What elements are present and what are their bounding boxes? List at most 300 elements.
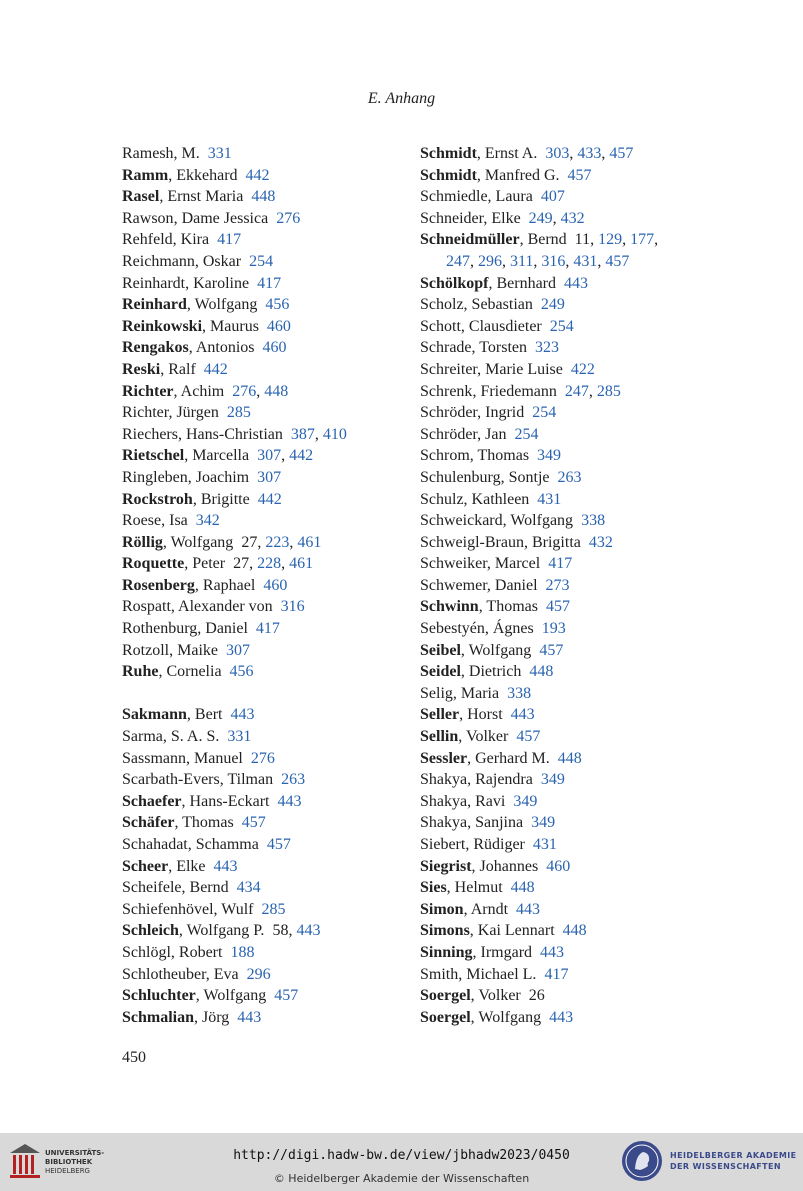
page-reference-link[interactable]: 460: [263, 576, 288, 594]
page-reference-link[interactable]: 387: [290, 425, 315, 443]
page-reference-link[interactable]: 316: [280, 598, 305, 616]
entry-page-list: [257, 469, 281, 486]
page-reference-link[interactable]: 307: [225, 641, 250, 659]
entry-surname: Smith: [420, 965, 459, 983]
entry-surname: Schmidt: [420, 166, 477, 184]
entry-page-list: [208, 145, 232, 162]
page-reference-link[interactable]: 460: [262, 339, 287, 357]
entry-given-name: Ingrid: [485, 404, 525, 422]
entry-surname: Schaefer: [122, 792, 182, 810]
entry-given-name: Manfred G.: [484, 166, 560, 184]
page-reference-link[interactable]: 273: [545, 576, 570, 594]
index-entry: Seidel, Dietrich 448: [420, 663, 554, 681]
index-entry: Rietschel, Marcella 307, 442: [122, 447, 314, 465]
page-reference-link[interactable]: 431: [573, 252, 598, 270]
entry-given-name: Daniel: [205, 620, 248, 638]
entry-given-name: Raphael: [202, 576, 256, 594]
index-entry: Scheer, Elke 443: [122, 857, 238, 875]
entry-given-name: Kathleen: [471, 490, 530, 508]
entry-page-list: [589, 534, 613, 551]
page-reference-link[interactable]: 417: [544, 965, 569, 983]
entry-surname: Rockstroh: [122, 490, 193, 508]
entry-given-name: Volker: [478, 987, 521, 1005]
entry-given-name: Clausdieter: [468, 317, 542, 335]
index-entry: Siegrist, Johannes 460: [420, 857, 571, 875]
page-reference-link[interactable]: 129: [598, 231, 623, 249]
entry-surname: Rehfeld: [122, 231, 173, 249]
index-entry: Schluchter, Wolfgang 457: [122, 987, 299, 1005]
entry-page-list: [237, 1009, 261, 1026]
page-reference-link[interactable]: 456: [229, 663, 254, 681]
entry-given-name: Sontje: [508, 468, 550, 486]
entry-surname: Schweickard: [420, 512, 503, 530]
entry-given-name: Maike: [177, 641, 218, 659]
page-reference-link[interactable]: 457: [567, 166, 592, 184]
page-reference-link[interactable]: 338: [507, 684, 532, 702]
entry-page-list: [237, 879, 261, 896]
entry-surname: Reinkowski: [122, 317, 203, 335]
entry-page-list: [564, 275, 588, 292]
entry-given-name: Bernhard: [496, 274, 556, 292]
page-reference-link[interactable]: 193: [541, 620, 566, 638]
page-reference-link[interactable]: 342: [195, 512, 220, 530]
index-entry: Reinhardt, Karoline 417: [122, 274, 282, 292]
permalink-url[interactable]: http://digi.hadw-bw.de/view/jbhadw2023/0450: [233, 1148, 570, 1163]
entry-surname: Rietschel: [122, 447, 185, 465]
index-entry: Schott, Clausdieter 254: [420, 317, 574, 335]
index-entry: Siebert, Rüdiger 431: [420, 836, 557, 853]
page-reference-link[interactable]: 442: [203, 360, 228, 378]
entry-given-name: Torsten: [479, 339, 528, 357]
entry-given-name: Gerhard M.: [475, 749, 550, 767]
entry-surname: Reinhardt: [122, 274, 186, 292]
entry-surname: Schlögl: [122, 943, 171, 961]
page-reference-link[interactable]: 461: [297, 533, 322, 551]
entry-given-name: Ágnes: [492, 620, 534, 638]
page-reference-link[interactable]: 443: [230, 706, 255, 724]
entry-surname: Röllig: [122, 533, 163, 551]
page-reference-link[interactable]: 228: [257, 555, 282, 573]
entry-page-list: [544, 966, 568, 983]
page-reference-link[interactable]: 457: [605, 252, 630, 270]
index-entry: Sebestyén, Ágnes 193: [420, 620, 566, 638]
page-reference-link[interactable]: 422: [570, 360, 595, 378]
entry-given-name: Oskar: [202, 252, 242, 270]
page-reference-link[interactable]: 407: [540, 188, 565, 206]
entry-page-list-continued: 247, 296, 311, 316, 431, 457: [446, 252, 630, 270]
entry-given-name: Irmgard: [480, 943, 533, 961]
entry-given-name: Marie Luise: [485, 360, 563, 378]
page-reference-link[interactable]: 349: [540, 771, 565, 789]
index-entry: Schneidmüller, Bernd 11, 129, 177, 247, 296, 311, 316, 431, 457: [420, 229, 720, 272]
index-entry: Schneider, Elke 249, 432: [420, 209, 585, 227]
page-reference-link[interactable]: 448: [557, 749, 582, 767]
page-reference-link[interactable]: 307: [257, 468, 282, 486]
entry-page-list: [249, 253, 273, 270]
page-reference-link[interactable]: 433: [577, 145, 602, 162]
page-reference-link[interactable]: 431: [537, 490, 562, 508]
entry-given-name: Brigitta: [531, 533, 581, 551]
entry-surname: Schulz: [420, 490, 464, 508]
ub-logo-line2: BIBLIOTHEK: [45, 1158, 93, 1166]
entry-given-name: Schamma: [195, 836, 259, 853]
entry-given-name: Ekkehard: [176, 166, 238, 184]
index-entry: Schmiedle, Laura 407: [420, 188, 565, 206]
index-entry: Sassmann, Manuel 276: [122, 749, 275, 767]
entry-page-list: [281, 598, 305, 615]
page-reference-link[interactable]: 331: [227, 728, 252, 746]
entry-given-name: Daniel: [494, 576, 538, 594]
entry-surname: Schröder: [420, 404, 478, 422]
page-reference-link[interactable]: 296: [478, 252, 502, 270]
entry-surname: Rosenberg: [122, 576, 195, 594]
index-entry: Schweiker, Marcel 417: [420, 555, 573, 573]
entry-page-list: [539, 642, 563, 659]
entry-given-name: Peter: [192, 555, 226, 573]
entry-page-list: [227, 404, 251, 421]
entry-given-name: Hans-Eckart: [189, 792, 270, 810]
page-reference-link[interactable]: 349: [513, 792, 538, 810]
index-column-right: [420, 143, 720, 1028]
page-reference-link[interactable]: 448: [510, 879, 535, 897]
entry-surname: Scholz: [420, 296, 464, 314]
index-entry: Ringleben, Joachim 307: [122, 468, 282, 486]
page-reference-link[interactable]: 254: [549, 317, 574, 335]
page-reference-link[interactable]: 443: [237, 1008, 262, 1026]
entry-surname: Schahadat: [122, 836, 188, 853]
entry-surname: Ruhe: [122, 663, 159, 681]
page-reference-link[interactable]: 338: [581, 512, 606, 530]
entry-given-name: Hans-Christian: [185, 425, 283, 443]
entry-page-list: [548, 555, 572, 572]
entry-given-name: Wolfgang: [510, 512, 574, 530]
ub-logo-line1: UNIVERSITÄTS-: [45, 1149, 105, 1157]
ub-logo-line3: HEIDELBERG: [45, 1167, 90, 1175]
entry-page-list: [230, 944, 254, 961]
page-reference-link[interactable]: 443: [516, 900, 541, 918]
index-entry: Simons, Kai Lennart 448: [420, 922, 587, 940]
page-reference-link[interactable]: 457: [266, 836, 291, 853]
entry-page-list: 276, 448: [232, 382, 289, 400]
entry-given-name: Wolfgang: [194, 296, 258, 314]
page-reference-link[interactable]: 307: [257, 447, 282, 465]
index-entry: Schwinn, Thomas 457: [420, 598, 570, 616]
page-reference: 27: [241, 533, 258, 551]
entry-surname: Schneider: [420, 209, 484, 227]
entry-page-list: [230, 706, 254, 723]
index-entry: Rothenburg, Daniel 417: [122, 620, 280, 638]
page-reference-link[interactable]: 443: [296, 922, 321, 940]
entry-page-list: [278, 793, 302, 810]
entry-surname: Rawson: [122, 209, 174, 227]
page-number: 450: [122, 1049, 146, 1066]
page-reference-link[interactable]: 349: [531, 814, 556, 832]
entry-surname: Schlotheuber: [122, 965, 206, 983]
entry-surname: Schrade: [420, 339, 472, 357]
entry-page-list: [537, 491, 561, 508]
entry-surname: Ramm: [122, 166, 169, 184]
entry-surname: Simon: [420, 900, 464, 918]
page-reference-link[interactable]: 448: [264, 382, 289, 400]
copyright-notice: © Heidelberger Akademie der Wissenschaften: [273, 1172, 530, 1185]
page-reference-link[interactable]: 443: [549, 1008, 574, 1026]
entry-given-name: Jörg: [202, 1008, 230, 1026]
entry-surname: Rasel: [122, 188, 160, 206]
page-reference-link[interactable]: 276: [232, 382, 257, 400]
page-reference-link[interactable]: 254: [514, 425, 539, 443]
entry-page-list: [563, 922, 587, 939]
page-reference-link[interactable]: 276: [276, 209, 301, 227]
entry-surname: Simons: [420, 922, 470, 940]
page-reference-link[interactable]: 457: [545, 598, 570, 616]
index-entry: Schlotheuber, Eva 296: [122, 965, 271, 983]
page-reference-link[interactable]: 177: [630, 231, 655, 249]
entry-page-list: [217, 231, 241, 248]
page-reference-link[interactable]: 417: [548, 555, 573, 573]
entry-surname: Reski: [122, 360, 161, 378]
entry-given-name: Michael L.: [466, 965, 537, 983]
page-reference-link[interactable]: 316: [541, 252, 566, 270]
entry-surname: Richter: [122, 382, 174, 400]
entry-surname: Scheifele: [122, 879, 182, 897]
entry-given-name: Dietrich: [468, 663, 522, 681]
entry-given-name: Ernst Maria: [167, 188, 244, 206]
entry-given-name: Ernst A.: [484, 145, 538, 162]
page-reference-link[interactable]: 254: [532, 404, 557, 422]
entry-surname: Schluchter: [122, 987, 196, 1005]
entry-surname: Richter: [122, 404, 169, 422]
index-entry: Schweickard, Wolfgang 338: [420, 512, 606, 530]
page-reference-link[interactable]: 285: [261, 900, 286, 918]
entry-given-name: Arndt: [470, 900, 509, 918]
page-reference-link[interactable]: 460: [266, 317, 291, 335]
page-reference-link[interactable]: 457: [609, 145, 634, 162]
page-reference-link[interactable]: 456: [265, 296, 290, 314]
entry-page-list: [507, 685, 531, 702]
page-reference-link[interactable]: 434: [236, 879, 261, 897]
entry-page-list: [256, 620, 280, 637]
entry-given-name: Jan: [485, 425, 507, 443]
page-reference-link[interactable]: 410: [322, 425, 347, 443]
entry-page-list: [533, 836, 557, 853]
index-entry: Selig, Maria 338: [420, 684, 532, 702]
page-reference-link[interactable]: 457: [516, 728, 541, 746]
page-reference-link[interactable]: 247: [564, 382, 589, 400]
index-entry: Reinhard, Wolfgang 456: [122, 296, 290, 314]
entry-page-list: 307, 442: [257, 447, 314, 465]
letter-section-gap: [122, 683, 397, 705]
page-reference: 58: [272, 922, 289, 940]
entry-given-name: Wolfgang: [203, 987, 267, 1005]
page-reference-link[interactable]: 460: [546, 857, 571, 875]
page-reference-link[interactable]: 254: [249, 252, 274, 270]
entry-page-list: [541, 188, 565, 205]
entry-page-list: [546, 598, 570, 615]
index-entry: Schlögl, Robert 188: [122, 943, 255, 961]
entry-given-name: Elke: [176, 857, 206, 875]
viewer-footer: [0, 1133, 803, 1191]
entry-given-name: Bert: [194, 706, 223, 724]
hadw-logo[interactable]: [620, 1139, 800, 1185]
page-reference: 27: [233, 555, 250, 573]
page-reference-link[interactable]: 457: [274, 987, 299, 1005]
index-entry: Rawson, Dame Jessica 276: [122, 209, 301, 227]
entry-page-list: [230, 663, 254, 680]
entry-given-name: Wolfgang: [170, 533, 234, 551]
page-reference-link[interactable]: 303: [545, 145, 570, 162]
entry-page-list: [532, 404, 556, 421]
entry-given-name: Antonios: [195, 339, 255, 357]
entry-page-list: [196, 512, 220, 529]
index-entry: Röllig, Wolfgang 27, 223, 461: [122, 533, 322, 551]
page-reference-link[interactable]: 432: [588, 533, 613, 551]
page-reference-link[interactable]: 448: [529, 663, 554, 681]
index-entry: Soergel, Wolfgang 443: [420, 1008, 574, 1026]
page-reference-link[interactable]: 457: [539, 641, 564, 659]
page-reference-link[interactable]: 442: [289, 447, 314, 465]
academy-seal-icon: [620, 1139, 664, 1183]
page-reference-link[interactable]: 443: [540, 943, 565, 961]
page-reference-link[interactable]: 285: [226, 404, 251, 422]
entry-page-list: 58, 443: [272, 922, 321, 940]
entry-surname: Sassmann: [122, 749, 186, 767]
entry-page-list: [263, 577, 287, 594]
entry-surname: Schweiker: [420, 555, 487, 573]
index-entry: Rockstroh, Brigitte 442: [122, 490, 282, 508]
index-entry: Schrade, Torsten 323: [420, 339, 560, 357]
entry-given-name: Johannes: [479, 857, 539, 875]
entry-given-name: Wulf: [221, 900, 254, 918]
index-entry: Schmidt, Ernst A. 303, 433, 457: [420, 145, 634, 162]
index-entry: Schrenk, Friedemann 247, 285: [420, 382, 621, 400]
page-reference-link[interactable]: 457: [241, 814, 266, 832]
page-reference-link[interactable]: 263: [281, 771, 306, 789]
index-entry: Schäfer, Thomas 457: [122, 814, 266, 832]
entry-given-name: Rüdiger: [473, 836, 525, 853]
page-reference-link[interactable]: 417: [255, 620, 280, 638]
page-reference-link[interactable]: 442: [257, 490, 282, 508]
entry-given-name: Cornelia: [166, 663, 222, 681]
page-reference-link[interactable]: 442: [245, 166, 270, 184]
page-reference-link[interactable]: 417: [217, 231, 242, 249]
entry-surname: Schneidmüller: [420, 231, 520, 249]
page-reference-link[interactable]: 443: [213, 857, 238, 875]
page-reference-link[interactable]: 249: [540, 296, 565, 314]
index-entry: Scholz, Sebastian 249: [420, 296, 565, 314]
page-reference-link[interactable]: 247: [446, 252, 470, 270]
page-reference-link[interactable]: 188: [230, 943, 255, 961]
index-entry: Shakya, Sanjina 349: [420, 814, 556, 832]
entry-surname: Seibel: [420, 641, 461, 659]
entry-surname: Schölkopf: [420, 274, 489, 292]
entry-surname: Schröder: [420, 425, 478, 443]
page-reference-link[interactable]: 461: [289, 555, 314, 573]
entry-surname: Ringleben: [122, 468, 188, 486]
entry-given-name: Wolfgang: [478, 1008, 542, 1026]
index-entry: Rosenberg, Raphael 460: [122, 576, 288, 594]
page-reference-link[interactable]: 263: [557, 468, 582, 486]
index-entry: Rehfeld, Kira 417: [122, 231, 242, 249]
page-reference-link[interactable]: 432: [560, 209, 585, 227]
index-entry: Schleich, Wolfgang P. 58, 443: [122, 922, 321, 940]
page-reference-link[interactable]: 223: [265, 533, 290, 551]
index-entry: Schölkopf, Bernhard 443: [420, 274, 588, 292]
entry-given-name: Thomas: [182, 814, 234, 832]
entry-surname: Shakya: [420, 771, 468, 789]
page-reference-link[interactable]: 431: [532, 836, 557, 853]
entry-surname: Schiefenhövel: [122, 900, 214, 918]
entry-given-name: Robert: [178, 943, 223, 961]
index-entry: Sies, Helmut 448: [420, 879, 535, 897]
page-reference-link[interactable]: 443: [277, 792, 302, 810]
entry-page-list: [541, 296, 565, 313]
index-entry: Soergel, Volker 26: [420, 987, 545, 1005]
entry-surname: Schulenburg: [420, 468, 501, 486]
entry-page-list: [242, 814, 266, 831]
index-entry: Shakya, Rajendra 349: [420, 771, 565, 789]
entry-page-list: [274, 987, 298, 1004]
entry-given-name: Ralf: [168, 360, 196, 378]
hadw-logo-text: [670, 1150, 797, 1172]
page-reference-link[interactable]: 448: [251, 188, 276, 206]
entry-surname: Reinhard: [122, 296, 187, 314]
entry-page-list: [226, 642, 250, 659]
page-reference-link[interactable]: 349: [537, 447, 562, 465]
page-reference-link[interactable]: 417: [257, 274, 282, 292]
entry-given-name: Rajendra: [475, 771, 533, 789]
entry-page-list: [541, 771, 565, 788]
page-reference-link[interactable]: 443: [510, 706, 535, 724]
index-entry: Ruhe, Cornelia 456: [122, 663, 254, 681]
entry-page-list: [514, 426, 538, 443]
index-entry: Rasel, Ernst Maria 448: [122, 188, 276, 206]
index-entry: Schrom, Thomas 349: [420, 447, 562, 465]
entry-page-list: 249, 432: [528, 209, 585, 227]
page-reference-link[interactable]: 285: [596, 382, 621, 400]
entry-page-list: [549, 1009, 573, 1026]
entry-page-list: [276, 210, 300, 227]
entry-page-list: [261, 901, 285, 918]
page-reference: 11: [574, 231, 591, 249]
index-entry: Schröder, Ingrid 254: [420, 404, 557, 422]
entry-surname: Reichmann: [122, 252, 195, 270]
entry-surname: Schwinn: [420, 598, 479, 616]
page-reference-link[interactable]: 331: [207, 145, 232, 162]
entry-page-list: [542, 620, 566, 637]
entry-given-name: Kai Lennart: [477, 922, 555, 940]
index-entry: Schwemer, Daniel 273: [420, 576, 570, 594]
page-reference-link[interactable]: 311: [510, 252, 534, 270]
index-entry: Schröder, Jan 254: [420, 425, 539, 443]
page-reference-link[interactable]: 276: [250, 749, 275, 767]
entry-given-name: Horst: [467, 706, 503, 724]
page-reference-link[interactable]: 249: [528, 209, 553, 227]
entry-page-list: [571, 361, 595, 378]
index-entry: Richter, Achim 276, 448: [122, 382, 289, 400]
page-reference-link[interactable]: 448: [562, 922, 587, 940]
entry-page-list: 27, 228, 461: [233, 555, 314, 573]
entry-given-name: Laura: [495, 188, 533, 206]
entry-page-list: [558, 750, 582, 767]
entry-page-list: [251, 750, 275, 767]
page-reference-link[interactable]: 323: [535, 339, 560, 357]
page-reference-link[interactable]: 296: [246, 965, 271, 983]
entry-given-name: Karoline: [193, 274, 250, 292]
entry-given-name: Brigitte: [200, 490, 250, 508]
entry-page-list: [516, 728, 540, 745]
entry-surname: Schrom: [420, 447, 470, 465]
page-reference-link[interactable]: 443: [564, 274, 588, 292]
